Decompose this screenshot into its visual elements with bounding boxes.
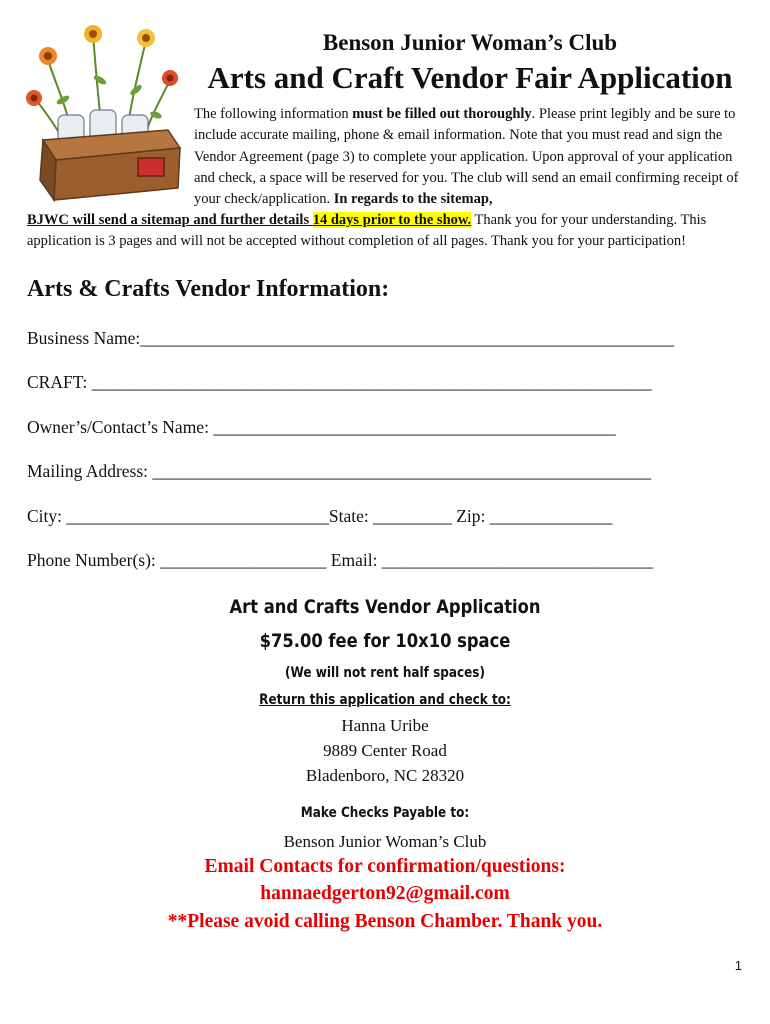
intro-text-cont: . Please print legibly and be sure to include accurate mailing, phone & email information. Note that you must read and sign the Vendor Agreement (page 3) to complete your application. Upon approval of your application and check, a space will be reserved for you. The club will send an email confirming receipt of your check/application. — [194, 106, 739, 208]
intro-bold-text: must be filled out thoroughly — [352, 106, 532, 122]
sitemap-deadline-highlight: 14 days prior to the show. — [312, 212, 472, 228]
checks-payable-to: Benson Junior Woman’s Club — [283, 832, 487, 851]
intro-closing-text: Thank you for your understanding. This application is 3 pages and will not be accepted without completion of all pages. Thank you for your participation! — [27, 212, 707, 250]
phone-email-field[interactable]: Phone Number(s): ___________________ Email: _______________________________ — [27, 550, 654, 570]
contact-email-link[interactable]: hannaedgerton92@gmail.com — [260, 883, 510, 904]
flower-crate-illustration — [18, 20, 188, 205]
club-name: Benson Junior Woman’s Club — [322, 30, 618, 55]
craft-field[interactable]: CRAFT: ________________________________________________________________ — [27, 372, 652, 392]
address-city: Bladenboro, NC 28320 — [305, 766, 465, 785]
chamber-note: **Please avoid calling Benson Chamber. Thank you. — [167, 911, 603, 932]
contact-label: Email Contacts for confirmation/questions: — [204, 856, 566, 877]
application-heading: Art and Crafts Vendor Application — [229, 596, 541, 618]
fee-line: $75.00 fee for 10x10 space — [259, 630, 511, 652]
checks-payable-label: Make Checks Payable to: — [300, 805, 470, 821]
mailing-address-field[interactable]: Mailing Address: _________________________________________________________ — [27, 461, 652, 481]
sitemap-note: BJWC will send a sitemap and further details — [27, 212, 313, 228]
address-street: 9889 Center Road — [323, 741, 447, 760]
intro-paragraph-cont — [27, 210, 747, 253]
page-number: 1 — [734, 958, 742, 973]
page-title: Arts and Craft Vendor Fair Application — [207, 60, 733, 95]
return-label: Return this application and check to: — [259, 692, 511, 708]
address-name: Hanna Uribe — [341, 716, 429, 735]
business-name-field[interactable]: Business Name:_____________________________________________________________ — [27, 328, 675, 348]
half-space-note: (We will not rent half spaces) — [285, 665, 485, 681]
vendor-info-heading: Arts & Crafts Vendor Information: — [27, 276, 390, 302]
intro-sitemap-text: In regards to the sitemap, — [333, 191, 493, 208]
city-state-zip-field[interactable]: City: ______________________________State: _________ Zip: ______________ — [27, 506, 613, 526]
owner-contact-field[interactable]: Owner’s/Contact’s Name: ______________________________________________ — [27, 417, 616, 437]
intro-text: The following information — [194, 106, 353, 122]
intro-paragraph — [194, 104, 739, 210]
